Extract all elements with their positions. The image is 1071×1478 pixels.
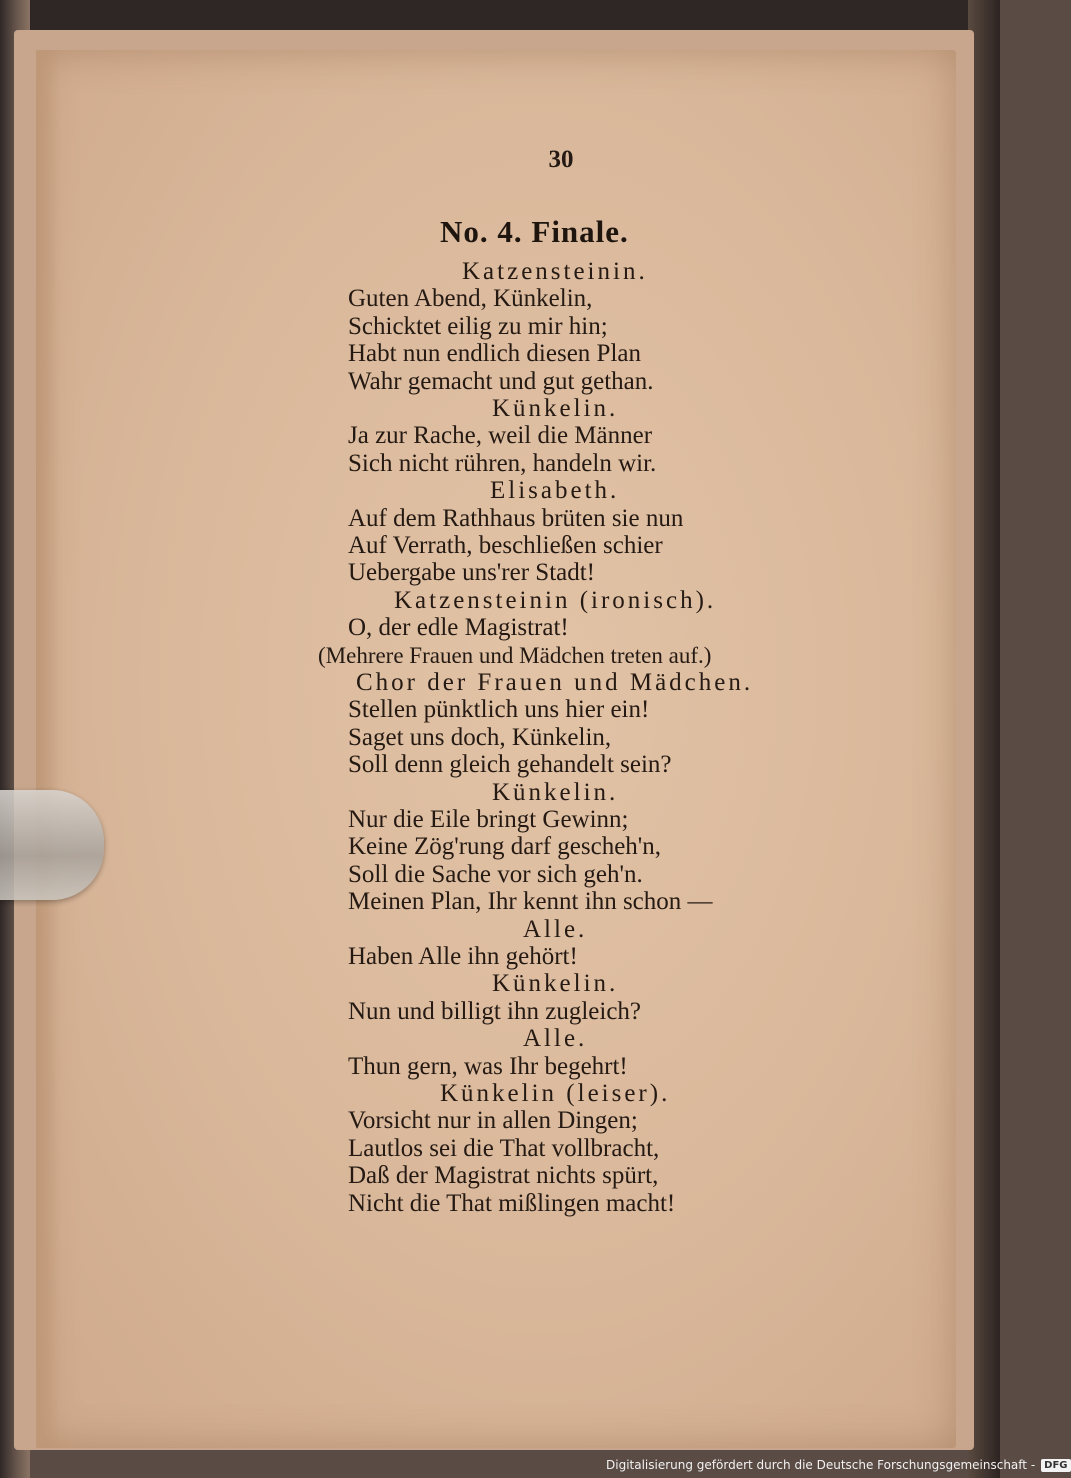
verse-line: Nicht die That mißlingen macht! xyxy=(348,1189,676,1217)
verse-line: Schicktet eilig zu mir hin; xyxy=(348,312,608,340)
scanner-thumb-clip xyxy=(0,790,104,900)
verse-line: Soll denn gleich gehandelt sein? xyxy=(348,751,672,779)
stage-direction: (Mehrere Frauen und Mädchen treten auf.) xyxy=(318,642,712,668)
section-title: No. 4. Finale. xyxy=(440,214,629,249)
verse-line: Meinen Plan, Ihr kennt ihn schon — xyxy=(348,888,713,916)
verse-line: Daß der Magistrat nichts spürt, xyxy=(348,1162,659,1190)
speaker-name: Alle. xyxy=(523,1025,588,1053)
page-shadow-left xyxy=(36,50,60,1448)
verse-line: Soll die Sache vor sich geh'n. xyxy=(348,860,643,888)
verse-line: Vorsicht nur in allen Dingen; xyxy=(348,1107,638,1135)
verse-line: Keine Zög'rung darf gescheh'n, xyxy=(348,833,662,861)
speaker-name: Künkelin. xyxy=(492,395,619,422)
footer-credit-text: Digitalisierung gefördert durch die Deutsche Forschungsgemeinschaft - xyxy=(606,1458,1036,1472)
speaker-name: Künkelin. xyxy=(492,970,619,998)
verse-line: Sich nicht rühren, handeln wir. xyxy=(348,449,657,477)
speaker-name: Elisabeth. xyxy=(490,477,620,505)
verse-line: O, der edle Magistrat! xyxy=(348,614,569,642)
verse-line: Saget uns doch, Künkelin, xyxy=(348,723,612,751)
speaker-name: Künkelin (leiser). xyxy=(440,1080,671,1107)
dfg-logo: DFG xyxy=(1041,1459,1070,1472)
verse-line: Lautlos sei die That vollbracht, xyxy=(348,1134,660,1162)
speaker-name: Künkelin. xyxy=(492,778,619,806)
page-number: 30 xyxy=(548,146,574,173)
verse-line: Ja zur Rache, weil die Männer xyxy=(348,422,653,450)
verse-line: Uebergabe uns'rer Stadt! xyxy=(348,559,596,587)
verse-line: Nun und billigt ihn zugleich? xyxy=(348,997,642,1025)
verse-line: Guten Abend, Künkelin, xyxy=(348,285,593,313)
digitization-footer xyxy=(606,1455,1068,1475)
verse-line: Nur die Eile bringt Gewinn; xyxy=(348,806,629,833)
verse-line: Habt nun endlich diesen Plan xyxy=(348,340,641,368)
speaker-name: Katzensteinin (ironisch). xyxy=(394,586,717,614)
verse-line: Stellen pünktlich uns hier ein! xyxy=(348,696,650,724)
verse-line: Thun gern, was Ihr begehrt! xyxy=(348,1052,628,1080)
verse-line: Auf dem Rathhaus brüten sie nun xyxy=(348,504,684,532)
speaker-name: Alle. xyxy=(523,915,588,943)
verse-line: Wahr gemacht und gut gethan. xyxy=(348,367,654,395)
speaker-name: Katzensteinin. xyxy=(462,258,648,285)
speaker-name: Chor der Frauen und Mädchen. xyxy=(356,669,754,696)
verse-line: Auf Verrath, beschließen schier xyxy=(348,532,663,559)
verse-line: Haben Alle ihn gehört! xyxy=(348,943,578,970)
